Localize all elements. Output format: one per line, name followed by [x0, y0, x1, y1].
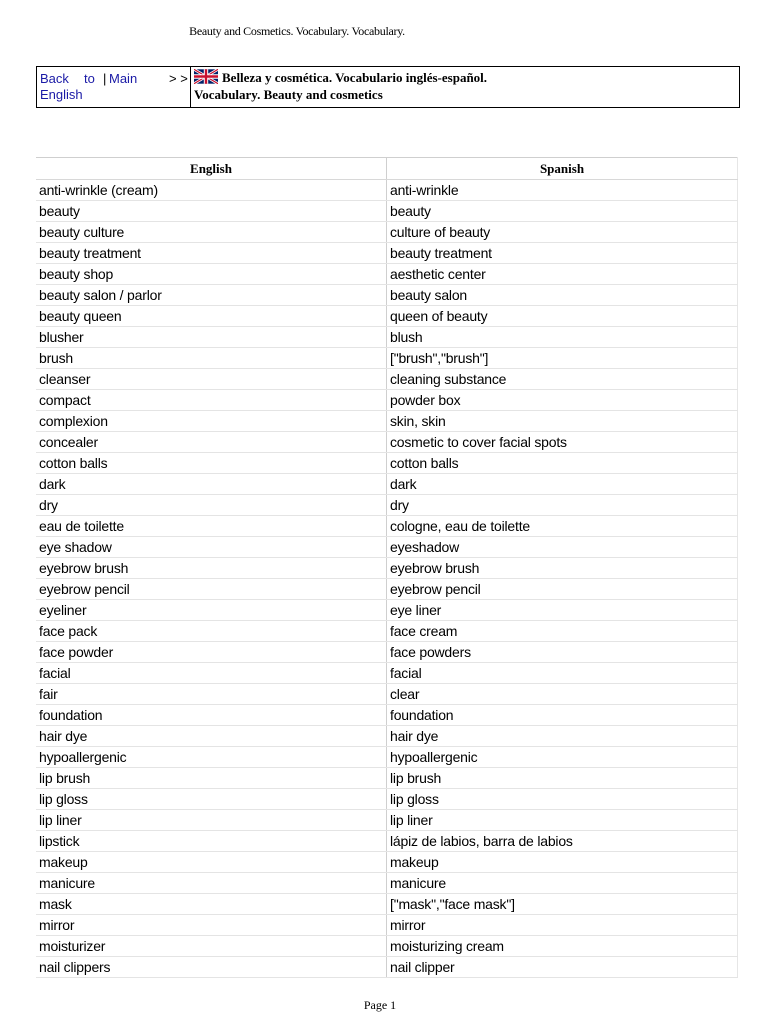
spanish-term: aesthetic center	[387, 264, 738, 285]
spanish-term: skin, skin	[387, 411, 738, 432]
english-term: beauty treatment	[36, 243, 387, 264]
spanish-term: lip liner	[387, 810, 738, 831]
spanish-term: ["brush","brush"]	[387, 348, 738, 369]
spanish-term: hypoallergenic	[387, 747, 738, 768]
table-row	[36, 915, 738, 936]
table-row	[36, 495, 738, 516]
spanish-term: cologne, eau de toilette	[387, 516, 738, 537]
spanish-term: lip brush	[387, 768, 738, 789]
nav-title-line2: Vocabulary. Beauty and cosmetics	[194, 87, 383, 102]
table-row	[36, 579, 738, 600]
spanish-term: queen of beauty	[387, 306, 738, 327]
spanish-term: dark	[387, 474, 738, 495]
spanish-term: clear	[387, 684, 738, 705]
english-term: lip brush	[36, 768, 387, 789]
spanish-term: lip gloss	[387, 789, 738, 810]
table-row	[36, 516, 738, 537]
english-term: lip liner	[36, 810, 387, 831]
english-term: hair dye	[36, 726, 387, 747]
page-number: Page 1	[363, 998, 397, 1012]
english-term: beauty queen	[36, 306, 387, 327]
table-row	[36, 768, 738, 789]
spanish-term: eye liner	[387, 600, 738, 621]
english-term: beauty shop	[36, 264, 387, 285]
table-row	[36, 201, 738, 222]
spanish-term: nail clipper	[387, 957, 738, 978]
english-term: brush	[36, 348, 387, 369]
uk-flag-icon	[194, 69, 218, 84]
english-term: dark	[36, 474, 387, 495]
english-term: dry	[36, 495, 387, 516]
english-term: eye shadow	[36, 537, 387, 558]
english-term: complexion	[36, 411, 387, 432]
table-row	[36, 474, 738, 495]
table-row	[36, 642, 738, 663]
english-term: mirror	[36, 915, 387, 936]
spanish-term: cleaning substance	[387, 369, 738, 390]
table-row	[36, 327, 738, 348]
english-term: fair	[36, 684, 387, 705]
back-link[interactable]: Back	[40, 71, 69, 86]
header-spanish: Spanish	[387, 158, 738, 180]
table-row	[36, 873, 738, 894]
table-row	[36, 285, 738, 306]
table-row	[36, 600, 738, 621]
spanish-term: lápiz de labios, barra de labios	[387, 831, 738, 852]
table-row	[36, 705, 738, 726]
english-term: anti-wrinkle (cream)	[36, 180, 387, 201]
spanish-term: powder box	[387, 390, 738, 411]
spanish-term: face cream	[387, 621, 738, 642]
table-row	[36, 747, 738, 768]
spanish-term: blush	[387, 327, 738, 348]
english-term: lipstick	[36, 831, 387, 852]
table-row	[36, 369, 738, 390]
english-term: eyebrow brush	[36, 558, 387, 579]
spanish-term: hair dye	[387, 726, 738, 747]
spanish-term: anti-wrinkle	[387, 180, 738, 201]
table-row	[36, 852, 738, 873]
english-term: makeup	[36, 852, 387, 873]
table-row	[36, 411, 738, 432]
nav-title-line1: Belleza y cosmética. Vocabulario inglés-español.	[222, 70, 488, 85]
navigation-box	[36, 66, 740, 108]
to-link[interactable]: to	[84, 71, 95, 86]
nav-separator: |	[103, 71, 107, 86]
header-english: English	[36, 158, 387, 180]
english-term: eau de toilette	[36, 516, 387, 537]
english-term: eyebrow pencil	[36, 579, 387, 600]
table-row	[36, 180, 738, 201]
table-row	[36, 936, 738, 957]
english-term: facial	[36, 663, 387, 684]
table-row	[36, 957, 738, 978]
main-link[interactable]: Main	[109, 71, 138, 86]
table-row	[36, 390, 738, 411]
spanish-term: dry	[387, 495, 738, 516]
table-row	[36, 537, 738, 558]
table-row	[36, 453, 738, 474]
table-row	[36, 663, 738, 684]
english-term: foundation	[36, 705, 387, 726]
table-row	[36, 306, 738, 327]
spanish-term: eyebrow brush	[387, 558, 738, 579]
spanish-term: ["mask","face mask"]	[387, 894, 738, 915]
vocabulary-table	[36, 157, 738, 978]
table-row	[36, 432, 738, 453]
spanish-term: eyebrow pencil	[387, 579, 738, 600]
english-term: nail clippers	[36, 957, 387, 978]
table-row	[36, 558, 738, 579]
table-row	[36, 348, 738, 369]
spanish-term: cosmetic to cover facial spots	[387, 432, 738, 453]
page-title: Beauty and Cosmetics. Vocabulary. Vocabulary.	[189, 24, 405, 38]
spanish-term: foundation	[387, 705, 738, 726]
english-term: concealer	[36, 432, 387, 453]
table-row	[36, 684, 738, 705]
spanish-term: culture of beauty	[387, 222, 738, 243]
table-row	[36, 789, 738, 810]
english-term: moisturizer	[36, 936, 387, 957]
nav-title	[191, 67, 739, 107]
english-term: lip gloss	[36, 789, 387, 810]
spanish-term: beauty treatment	[387, 243, 738, 264]
english-link[interactable]: English	[40, 87, 83, 102]
table-row	[36, 810, 738, 831]
english-term: hypoallergenic	[36, 747, 387, 768]
spanish-term: moisturizing cream	[387, 936, 738, 957]
spanish-term: eyeshadow	[387, 537, 738, 558]
spanish-term: cotton balls	[387, 453, 738, 474]
spanish-term: manicure	[387, 873, 738, 894]
table-row	[36, 222, 738, 243]
spanish-term: mirror	[387, 915, 738, 936]
nav-links	[37, 67, 191, 107]
english-term: blusher	[36, 327, 387, 348]
english-term: beauty	[36, 201, 387, 222]
table-row	[36, 894, 738, 915]
spanish-term: beauty salon	[387, 285, 738, 306]
table-row	[36, 831, 738, 852]
table-row	[36, 264, 738, 285]
english-term: eyeliner	[36, 600, 387, 621]
english-term: cotton balls	[36, 453, 387, 474]
table-row	[36, 243, 738, 264]
english-term: mask	[36, 894, 387, 915]
spanish-term: facial	[387, 663, 738, 684]
english-term: compact	[36, 390, 387, 411]
table-header-row	[36, 158, 738, 180]
spanish-term: face powders	[387, 642, 738, 663]
english-term: beauty culture	[36, 222, 387, 243]
table-row	[36, 621, 738, 642]
english-term: face pack	[36, 621, 387, 642]
spanish-term: beauty	[387, 201, 738, 222]
table-row	[36, 726, 738, 747]
english-term: beauty salon / parlor	[36, 285, 387, 306]
english-term: manicure	[36, 873, 387, 894]
english-term: face powder	[36, 642, 387, 663]
spanish-term: makeup	[387, 852, 738, 873]
english-term: cleanser	[36, 369, 387, 390]
nav-arrows: > >	[169, 71, 188, 86]
